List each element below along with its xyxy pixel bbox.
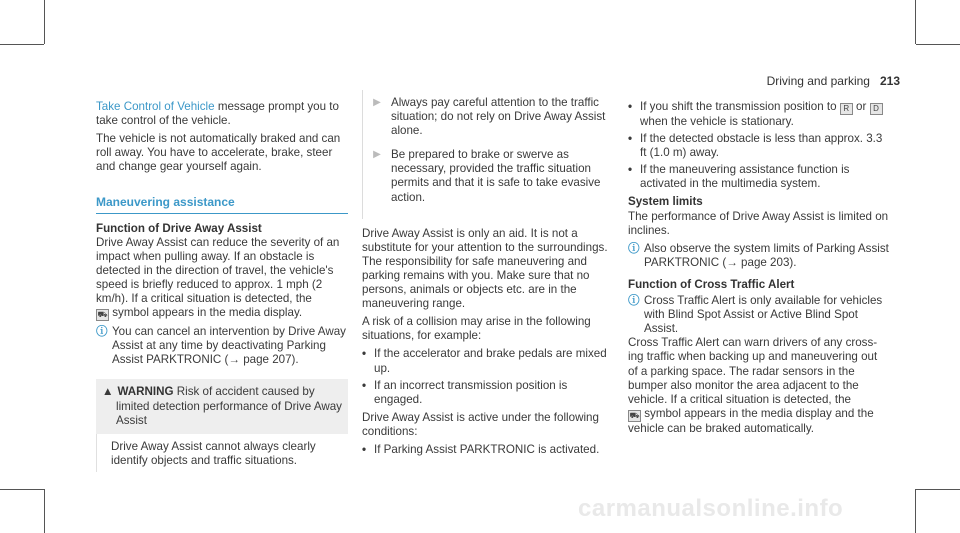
paragraph xyxy=(96,236,348,321)
section-title: Maneuvering assistance xyxy=(96,195,348,213)
list-item-text: If the detected obstacle is less than approx. 3.3 ft (1.0 m) away. xyxy=(640,132,883,160)
watermark: carmanualsonline.info xyxy=(578,495,844,522)
paragraph: The performance of Drive Away Assist is limited on inclines. xyxy=(628,209,889,237)
note-text: You can cancel an intervention by Drive Away Assist at any time by deactivating Parking Assist PARKTRONIC (→ page 207). xyxy=(112,325,346,367)
crop-mark xyxy=(915,489,916,533)
list-item-text: If the accelerator and brake pedals are mixed up. xyxy=(374,347,607,375)
gear-d-icon: D xyxy=(870,103,883,115)
bullet-icon: • xyxy=(628,132,633,146)
intro-paragraph xyxy=(96,100,348,128)
list-item xyxy=(628,100,890,129)
arrow-icon: ▶ xyxy=(373,97,381,108)
column-1 xyxy=(96,100,348,472)
info-icon: ⓘ xyxy=(96,325,108,339)
crop-mark xyxy=(0,489,44,490)
arrow-item-text: Be prepared to brake or swerve as necessary, provided the traffic situation permits and that it is safe to take evasive action. xyxy=(391,148,601,204)
column-3 xyxy=(628,100,890,440)
info-note xyxy=(628,242,890,270)
bullet-list xyxy=(362,443,617,457)
bullet-list xyxy=(628,100,890,191)
list-item-text: If an incorrect transmission position is engaged. xyxy=(374,378,568,406)
crop-mark xyxy=(44,0,45,44)
list-item xyxy=(362,347,617,375)
bullet-icon: • xyxy=(628,163,633,177)
paragraph-text: Drive Away Assist can reduce the severity of an impact when pulling away. If an obstacle is detected in the direction of travel, the vehicle's speed is briefly reduced to approx. 1 mph (2 km/h). If a critical situation is detected, the xyxy=(96,235,340,306)
text: or xyxy=(852,100,870,113)
gear-r-icon: R xyxy=(840,103,853,115)
warning-header xyxy=(96,379,348,433)
crop-mark xyxy=(0,44,44,45)
info-icon: ⓘ xyxy=(628,241,640,255)
info-note xyxy=(96,325,348,367)
column-2 xyxy=(362,96,617,461)
warning-box xyxy=(96,379,348,471)
list-item-text xyxy=(640,100,890,129)
subheading: Function of Cross Traffic Alert xyxy=(628,277,795,291)
warning-heading: Risk of accident caused by limited detection performance of Drive Away Assist xyxy=(116,385,342,427)
paragraph: Drive Away Assist is only an aid. It is not a substitute for your attention to the surroundings. The responsibility for safe maneuvering and parking remains with you. Make sure that no persons, animals or objects etc. are in the maneuvering range. xyxy=(362,226,608,311)
warning-continuation xyxy=(362,90,617,219)
bullet-icon: • xyxy=(628,100,633,113)
paragraph-text: Cross Traffic Alert can warn drivers of any cross-ing traffic when backing up and maneuvering out of a parking space. The radar sensors in the bumper also monitor the area adjacent to the vehicle. If a critical situation is detected, the xyxy=(628,336,878,406)
paragraph xyxy=(628,336,890,436)
paragraph: The vehicle is not automatically braked and can roll away. You have to accelerate, brake, steer and change gear yourself again. xyxy=(96,132,341,174)
list-item xyxy=(362,379,617,407)
crop-mark xyxy=(916,489,960,490)
list-item xyxy=(362,443,617,457)
info-icon: ⓘ xyxy=(628,294,640,308)
paragraph: A risk of a collision may arise in the following situations, for example: xyxy=(362,315,591,343)
cross-traffic-icon: ⛟ xyxy=(629,410,640,420)
intro-text: message prompt you to take control of the vehicle. xyxy=(96,100,339,128)
paragraph: Drive Away Assist is active under the following conditions: xyxy=(362,410,599,438)
page-number: 213 xyxy=(879,74,900,88)
list-item xyxy=(628,132,890,160)
page-header xyxy=(767,74,900,88)
crop-mark xyxy=(44,489,45,533)
list-item xyxy=(628,163,890,191)
take-control-link[interactable]: Take Control of Vehicle xyxy=(96,100,215,113)
arrow-item xyxy=(363,148,617,204)
arrow-icon: ▶ xyxy=(373,149,381,161)
crop-mark xyxy=(915,0,916,44)
text: If you shift the transmission position to xyxy=(640,100,840,113)
list-item-text: If Parking Assist PARKTRONIC is activated. xyxy=(374,442,600,456)
crop-mark xyxy=(916,44,960,45)
arrow-item-text: Always pay careful attention to the traffic situation; do not rely on Drive Away Assist alone. xyxy=(391,96,606,138)
list-item-text: If the maneuvering assistance function is activated in the multimedia system. xyxy=(640,163,850,191)
bullet-list xyxy=(362,347,617,406)
section-name: Driving and parking xyxy=(766,74,870,88)
bullet-icon: • xyxy=(362,347,367,361)
info-note xyxy=(628,294,890,336)
bullet-icon: • xyxy=(362,442,367,456)
collision-warning-icon: ⛟ xyxy=(97,310,108,320)
arrow-item xyxy=(363,96,617,138)
paragraph-text: symbol appears in the media display. xyxy=(109,306,303,320)
note-text: Cross Traffic Alert is only available for vehicles with Blind Spot Assist or Active Blind Spot Assist. xyxy=(644,294,883,336)
subheading: Function of Drive Away Assist xyxy=(96,221,262,235)
warning-title: WARNING xyxy=(117,385,174,399)
paragraph-text: symbol appears in the media display and the vehicle can be braked automatically. xyxy=(628,406,874,435)
note-text: Also observe the system limits of Parking Assist PARKTRONIC (→ page 203). xyxy=(644,241,889,269)
subheading: System limits xyxy=(628,195,703,209)
warning-body: Drive Away Assist cannot always clearly identify objects and traffic situations. xyxy=(96,434,348,472)
warning-triangle-icon: ▲ xyxy=(102,385,114,399)
text: when the vehicle is stationary. xyxy=(640,115,794,128)
bullet-icon: • xyxy=(362,378,367,392)
